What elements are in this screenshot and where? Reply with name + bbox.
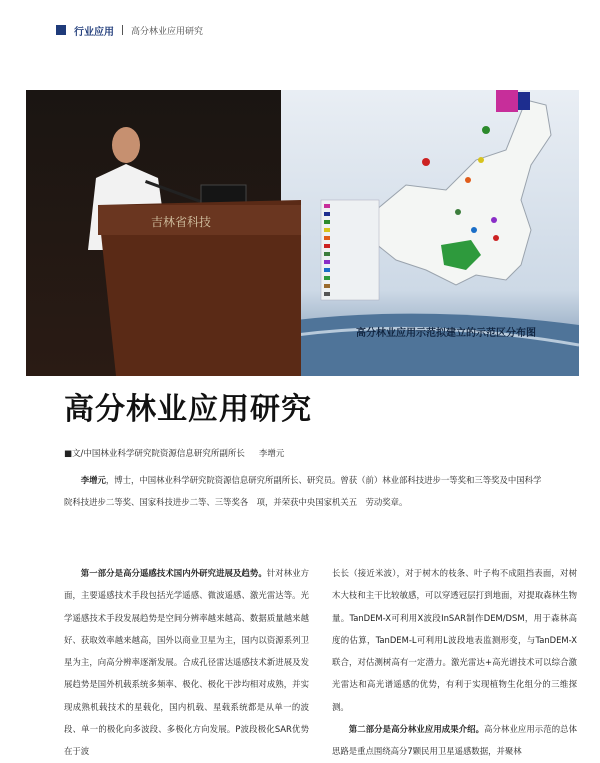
author-bio [64,469,544,513]
section-label: 行业应用 [74,26,114,38]
page-header [56,22,203,38]
photo-illustration [26,90,579,376]
paragraph-continued: 长长（接近米波），对于树木的枝条、叶子构不成阻挡表面，对树木大枝和主干比较敏感，可以穿透冠层打到地面，对提取森林生物量。TanDEM-X可利用X波段InSAR制作DEM/DSM，用于森林高度的估算，TanDEM-L可利用L波段地表监测形变，与TanDEM-X联合，对估测树高有一定潜力。激光雷达+高光谱技术可以综合激光雷达和高光谱遥感的优势，有利于实现植物生化组分的三维探测。 [332,568,577,712]
part-one-heading: 第一部分是高分遥感技术国内外研究进展及趋势。 [80,568,267,578]
screen-caption: 高分林业应用示范拟建立的示范区分布图 [356,328,536,339]
part-two-text: 高分林业应用示范的总体思路是重点围绕高分7颗民用卫星遥感数据，并聚林 [332,724,578,757]
section-subtitle: 高分林业应用研究 [131,26,204,37]
conference-photo [26,90,579,376]
podium-text: 吉林省科技 [151,215,212,229]
bio-name: 李增元 [80,475,106,485]
speaker-head [112,127,140,163]
byline [64,447,284,459]
part-two-heading: 第二部分是高分林业应用成果介绍。 [348,724,485,735]
article-title: 高分林业应用研究 [64,392,312,427]
map-region-far-northeast [518,92,530,110]
header-divider [122,25,123,35]
section-marker-icon [56,25,66,35]
article-column-left [64,562,309,763]
bio-text: ，博士，中国林业科学研究院资源信息研究所副所长、研究员。曾获（前）林业部科技进步一等奖和三等奖及中国科学院科技进步二等奖、国家科技进步二等、三等奖各 项，并荣获中央国家机关五 劳动奖章。 [64,475,542,507]
part-one-text: 针对林业方面，主要遥感技术手段包括光学遥感、微波遥感、激光雷达等。光学遥感技术手段发展趋势是空间分辨率越来越高、数据质量越来越好、获取效率越来越高，国外以商业卫星为主，国内以资源系列卫星为主，向高分辨率逐渐发展。合成孔径雷达遥感技术新进展及发展趋势是国外机载系统多频率、极化、极化干涉均相对成熟，并实现成熟机载技术的星载化，国内机载、星载系统都是从单一的波段、单一的极化向多波段、多极化方向发展。P波段极化SAR优势在于波 [64,568,310,757]
paragraph-part-one [64,562,309,763]
map-region-northeast [496,90,518,112]
byline-affiliation: ■文/中国林业科学研究院资源信息研究所副所长 [64,449,245,459]
paragraph-part-two [332,718,577,763]
byline-author: 李增元 [258,449,285,459]
article-column-right [332,562,577,763]
